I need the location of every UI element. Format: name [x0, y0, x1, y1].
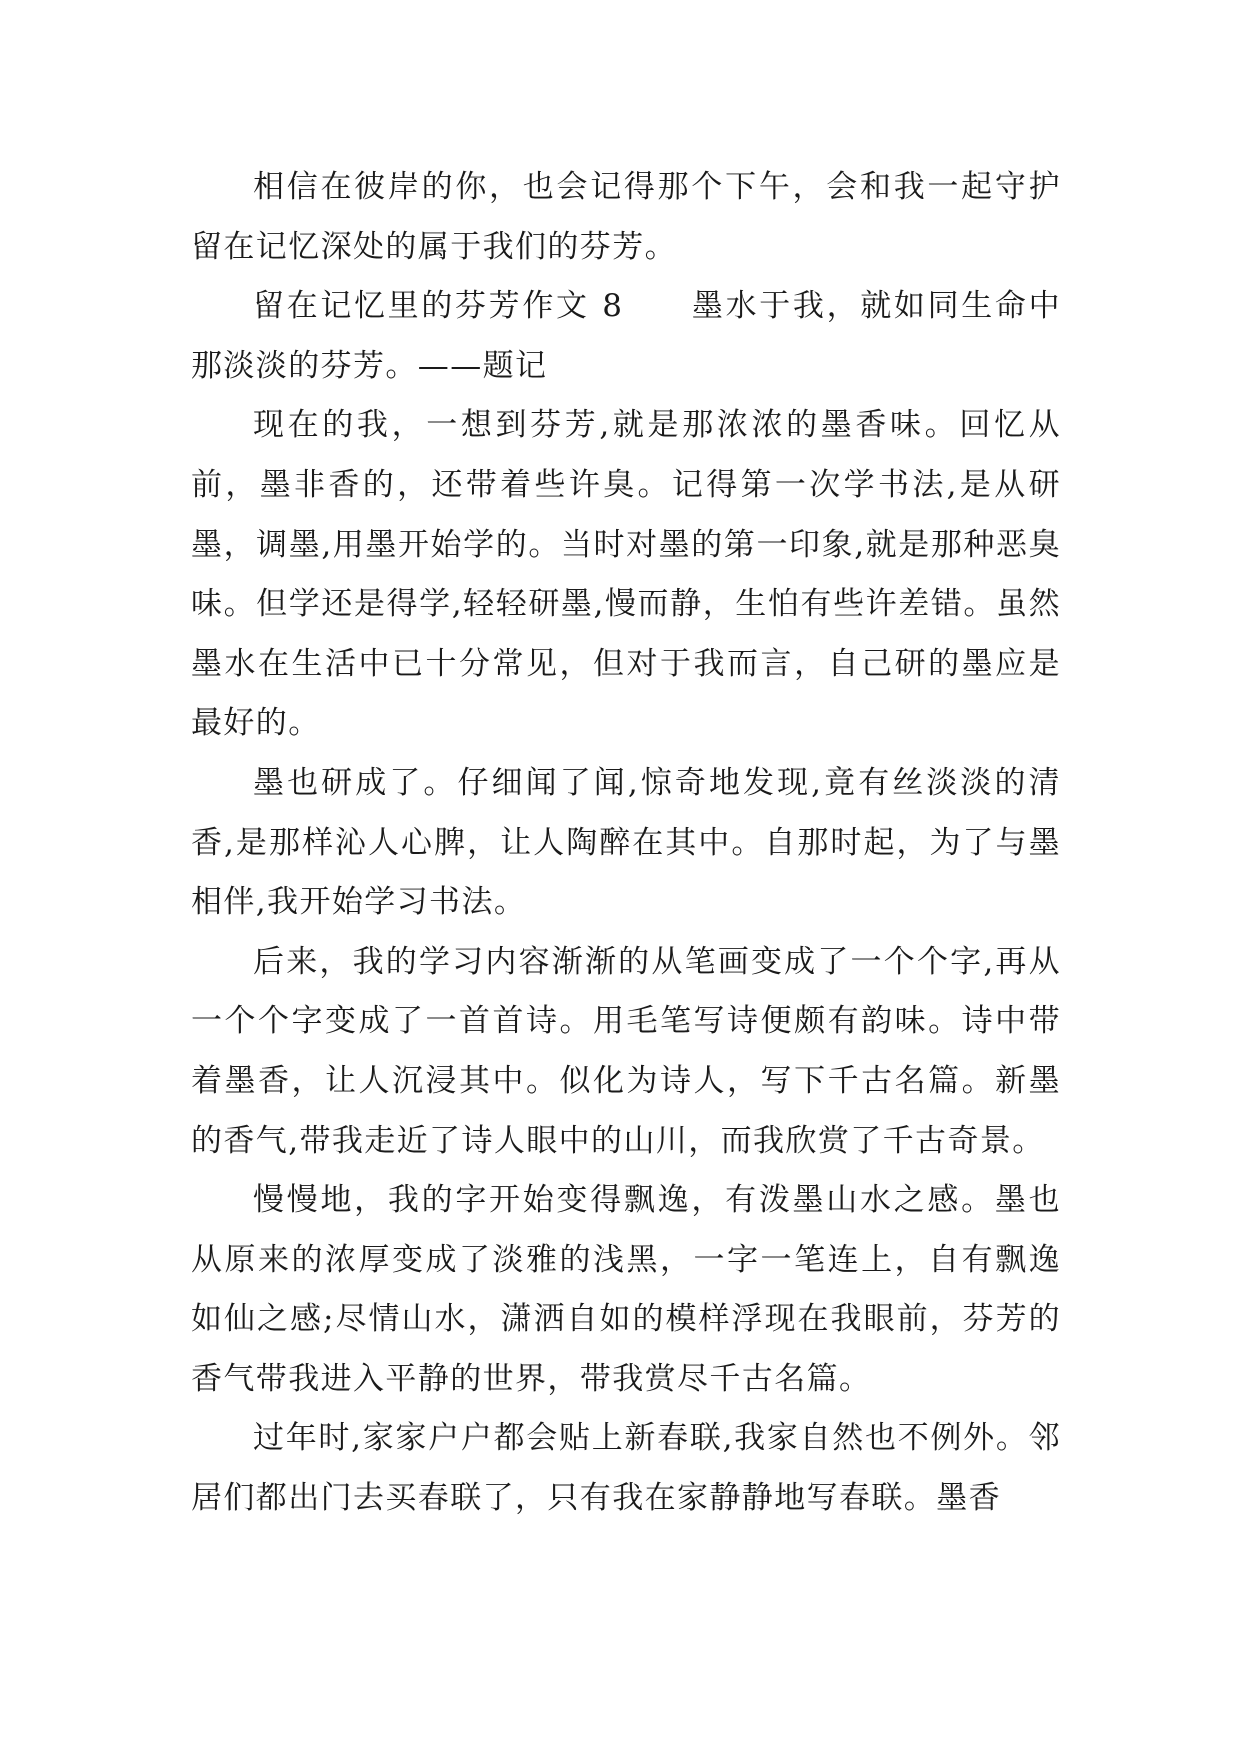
paragraph: 相信在彼岸的你，也会记得那个下午，会和我一起守护留在记忆深处的属于我们的芬芳。	[191, 169, 1061, 265]
paragraph: 后来，我的学习内容渐渐的从笔画变成了一个个字,再从一个个字变成了一首首诗。用毛笔写诗便颇有韵味。诗中带着墨香，让人沉浸其中。似化为诗人，写下千古名篇。新墨的香气,带我走近了诗人眼中的山川，而我欣赏了千古奇景。	[191, 943, 1061, 1159]
paragraph: 慢慢地，我的字开始变得飘逸，有泼墨山水之感。墨也从原来的浓厚变成了淡雅的浅黑，一字一笔连上，自有飘逸如仙之感;尽情山水，潇洒自如的模样浮现在我眼前，芬芳的香气带我进入平静的世界，带我赏尽千古名篇。	[191, 1182, 1061, 1397]
body-text	[191, 158, 1061, 1529]
paragraph: 现在的我，一想到芬芳,就是那浓浓的墨香味。回忆从前，墨非香的，还带着些许臭。记得第一次学书法,是从研墨，调墨,用墨开始学的。当时对墨的第一印象,就是那种恶臭味。但学还是得学,轻轻研墨,慢而静，生怕有些许差错。虽然墨水在生活中已十分常见，但对于我而言，自己研的墨应是最好的。	[191, 407, 1061, 742]
paragraph: 墨也研成了。仔细闻了闻,惊奇地发现,竟有丝淡淡的清香,是那样沁人心脾，让人陶醉在其中。自那时起，为了与墨相伴,我开始学习书法。	[191, 764, 1061, 921]
paragraph: 留在记忆里的芬芳作文 8 墨水于我，就如同生命中那淡淡的芬芳。——题记	[191, 288, 1061, 384]
paragraph: 过年时,家家户户都会贴上新春联,我家自然也不例外。邻居们都出门去买春联了，只有我在家静静地写春联。墨香	[191, 1420, 1061, 1517]
